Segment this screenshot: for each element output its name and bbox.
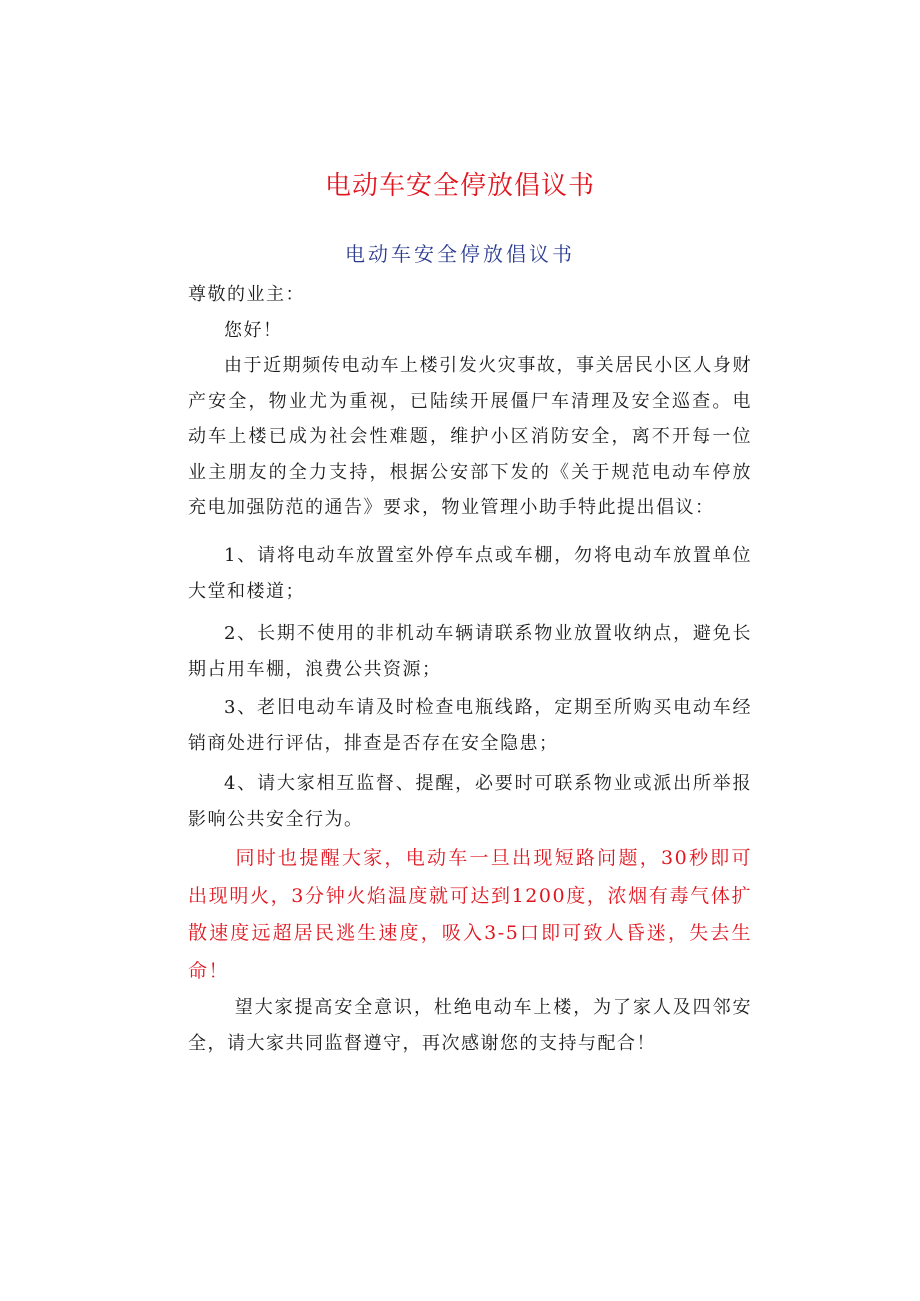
warning-paragraph: 同时也提醒大家，电动车一旦出现短路问题，30秒即可出现明火，3分钟火焰温度就可达到1200度，浓烟有毒气体扩散速度远超居民逃生速度，吸入3-5口即可致人昏迷，失去生命！ [188,847,752,982]
greeting: 尊敬的业主： [188,284,305,305]
intro-paragraph: 由于近期频传电动车上楼引发火灾事故，事关居民小区人身财产安全，物业尤为重视，已陆续开展僵尸车清理及安全巡查。电动车上楼已成为社会性难题，维护小区消防安全，离不开每一位业主朋友的全力支持，根据公安部下发的《关于规范电动车停放充电加强防范的通告》要求，物业管理小助手特此提出倡议： [188,355,752,518]
hello-line: 您好！ [224,320,283,341]
list-item: 1、请将电动车放置室外停车点或车棚，勿将电动车放置单位大堂和楼道； [188,545,752,602]
document-subtitle: 电动车安全停放倡议书 [345,242,575,266]
list-item: 3、老旧电动车请及时检查电瓶线路，定期至所购买电动车经销商处进行评估，排查是否存在安全隐患； [188,697,752,754]
closing-paragraph: 望大家提高安全意识，杜绝电动车上楼，为了家人及四邻安全，请大家共同监督遵守，再次感谢您的支持与配合！ [188,997,752,1054]
list-item: 4、请大家相互监督、提醒，必要时可联系物业或派出所举报影响公共安全行为。 [188,773,752,830]
document-title: 电动车安全停放倡议书 [324,171,595,201]
list-item: 2、长期不使用的非机动车辆请联系物业放置收纳点，避免长期占用车棚，浪费公共资源； [188,623,752,680]
